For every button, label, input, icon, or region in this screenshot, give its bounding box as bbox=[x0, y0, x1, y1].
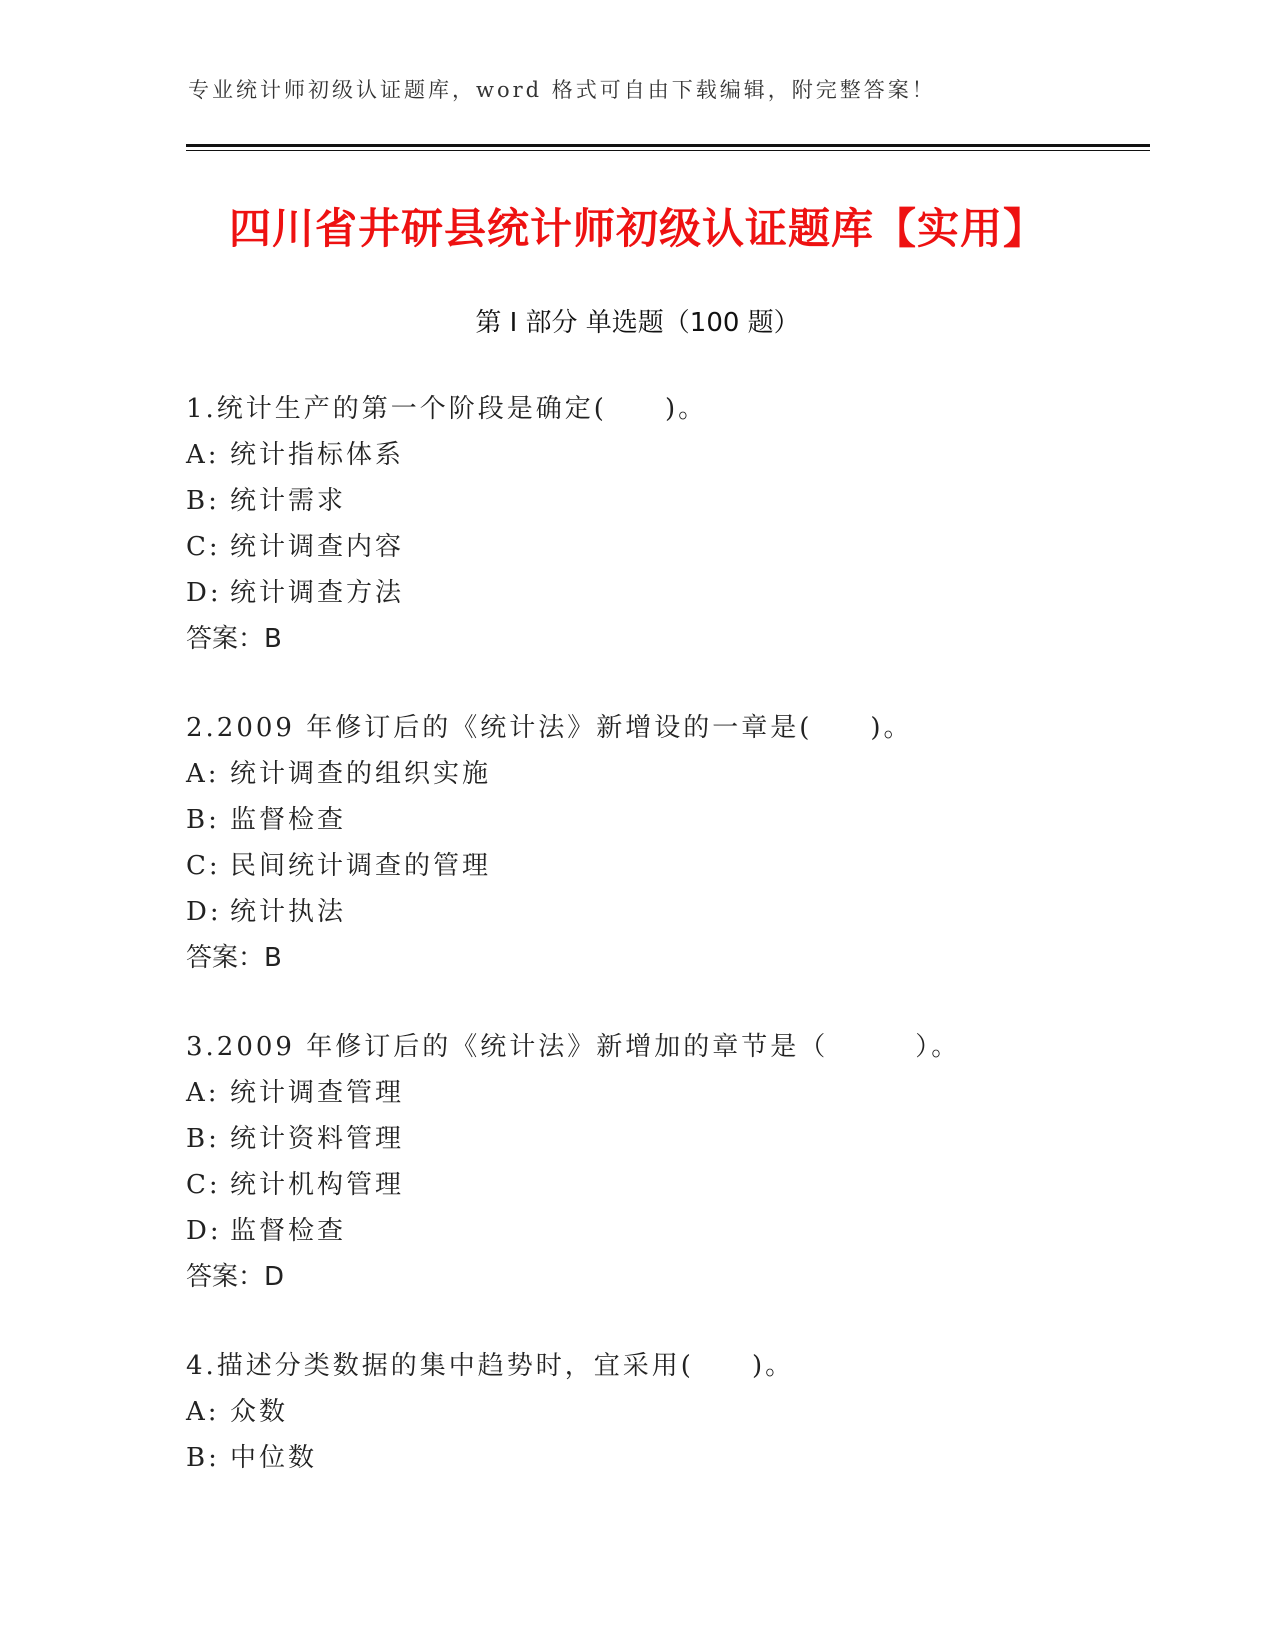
option-text: 监督检查 bbox=[230, 1216, 347, 1246]
option-letter: A: bbox=[186, 440, 220, 470]
option-text: 民间统计调查的管理 bbox=[230, 851, 492, 881]
option-text: 众数 bbox=[230, 1397, 289, 1427]
answer-line: 答案：D bbox=[186, 1262, 285, 1292]
option-d bbox=[186, 1208, 1146, 1254]
answer-line: 答案：B bbox=[186, 624, 282, 654]
option-c bbox=[186, 843, 1146, 889]
header-note: 专业统计师初级认证题库，word 格式可自由下载编辑，附完整答案！ bbox=[188, 78, 936, 102]
option-letter: B: bbox=[186, 805, 220, 835]
option-d bbox=[186, 570, 1146, 616]
option-letter: D: bbox=[186, 578, 222, 608]
option-a bbox=[186, 1070, 1146, 1116]
option-letter: B: bbox=[186, 1443, 220, 1473]
question-stem: 1.统计生产的第一个阶段是确定( )。 bbox=[186, 394, 708, 424]
option-letter: A: bbox=[186, 1397, 220, 1427]
option-d bbox=[186, 889, 1146, 935]
option-b bbox=[186, 1116, 1146, 1162]
option-text: 中位数 bbox=[230, 1443, 318, 1473]
header-rule-thick bbox=[186, 144, 1150, 147]
answer-line: 答案：B bbox=[186, 943, 282, 973]
question-stem: 3.2009 年修订后的《统计法》新增加的章节是（ ）。 bbox=[186, 1032, 961, 1062]
option-b bbox=[186, 797, 1146, 843]
option-text: 统计需求 bbox=[230, 486, 347, 516]
option-c bbox=[186, 524, 1146, 570]
option-text: 统计调查的组织实施 bbox=[230, 759, 492, 789]
option-text: 监督检查 bbox=[230, 805, 347, 835]
document-title: 四川省井研县统计师初级认证题库【实用】 bbox=[228, 204, 1046, 253]
option-letter: A: bbox=[186, 759, 220, 789]
question-stem: 2.2009 年修订后的《统计法》新增设的一章是( )。 bbox=[186, 713, 913, 743]
option-c bbox=[186, 1162, 1146, 1208]
option-a bbox=[186, 1389, 1146, 1435]
option-a bbox=[186, 751, 1146, 797]
option-letter: B: bbox=[186, 486, 220, 516]
option-text: 统计调查管理 bbox=[230, 1078, 405, 1108]
question-4 bbox=[186, 1343, 1146, 1481]
option-text: 统计指标体系 bbox=[230, 440, 405, 470]
option-letter: C: bbox=[186, 532, 221, 562]
option-text: 统计资料管理 bbox=[230, 1124, 405, 1154]
section-title: 第 I 部分 单选题（100 题） bbox=[475, 308, 800, 338]
header-rule-thin bbox=[186, 150, 1150, 151]
question-1 bbox=[186, 386, 1146, 662]
option-letter: D: bbox=[186, 897, 222, 927]
option-letter: A: bbox=[186, 1078, 220, 1108]
option-text: 统计机构管理 bbox=[230, 1170, 405, 1200]
option-letter: B: bbox=[186, 1124, 220, 1154]
option-text: 统计调查内容 bbox=[230, 532, 405, 562]
option-letter: C: bbox=[186, 1170, 221, 1200]
option-text: 统计调查方法 bbox=[230, 578, 405, 608]
option-letter: C: bbox=[186, 851, 221, 881]
question-2 bbox=[186, 705, 1146, 981]
question-3 bbox=[186, 1024, 1146, 1300]
option-b bbox=[186, 1435, 1146, 1481]
option-a bbox=[186, 432, 1146, 478]
question-list bbox=[186, 386, 1146, 1524]
option-letter: D: bbox=[186, 1216, 222, 1246]
option-b bbox=[186, 478, 1146, 524]
option-text: 统计执法 bbox=[230, 897, 347, 927]
question-stem: 4.描述分类数据的集中趋势时，宜采用( )。 bbox=[186, 1351, 795, 1381]
